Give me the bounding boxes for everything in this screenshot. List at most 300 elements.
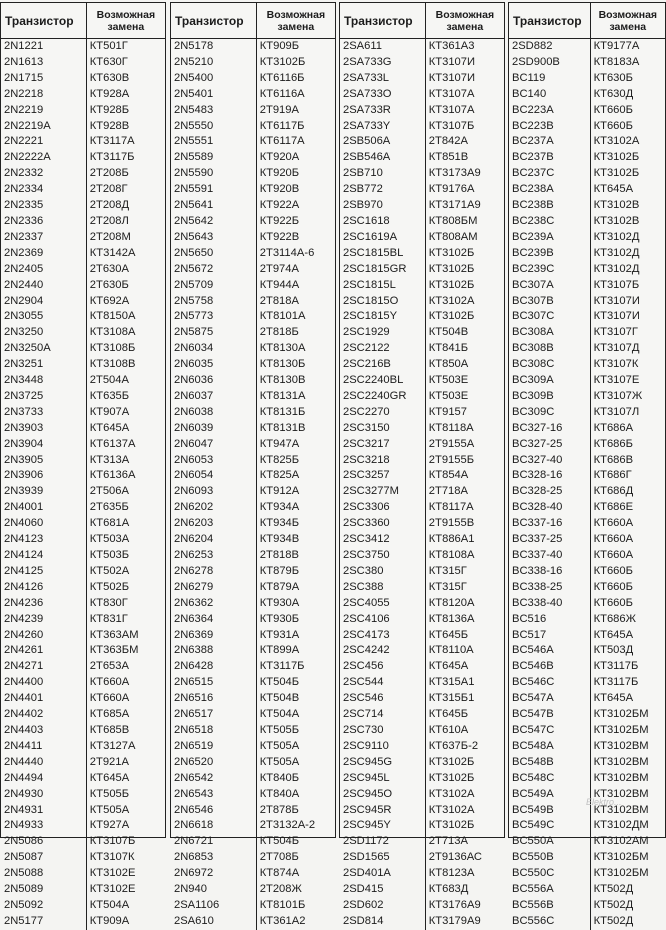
transistor-cell: BC328-40 <box>509 500 590 516</box>
transistor-cell: 2N3906 <box>1 468 86 484</box>
transistor-cell: BC327-40 <box>509 453 590 469</box>
transistor-cell: 2N6202 <box>171 500 256 516</box>
table-row <box>340 803 504 819</box>
transistor-cell: 2N6516 <box>171 691 256 707</box>
transistor-cell: 2SC2122 <box>340 341 425 357</box>
replacement-cell: 2Т506А <box>89 485 129 498</box>
table-block-2 <box>170 2 336 927</box>
transistor-cell: BC309В <box>509 389 590 405</box>
transistor-cell: BC550В <box>509 850 590 866</box>
replacement-cell: КТ660А <box>89 676 130 689</box>
table-row <box>171 516 335 532</box>
transistor-cell: 2N940 <box>171 882 256 898</box>
transistor-cell: 2N6369 <box>171 628 256 644</box>
table-row <box>1 357 165 373</box>
transistor-cell: 2N6543 <box>171 787 256 803</box>
replacement-cell: КТ6117Б <box>259 119 305 132</box>
replacement-cell: КТ8101Б <box>259 898 306 911</box>
table-row <box>509 150 665 166</box>
transistor-cell: BC140 <box>509 87 590 103</box>
replacement-cell: КТ922В <box>259 230 300 243</box>
transistor-cell: 2N4001 <box>1 500 86 516</box>
transistor-cell: 2SC1815L <box>340 278 425 294</box>
replacement-cell: КТ361А3 <box>428 40 475 52</box>
transistor-cell: 2SC544 <box>340 675 425 691</box>
replacement-cell: КТ931А <box>259 628 300 641</box>
table-row <box>1 596 165 612</box>
replacement-cell: КТ645Б <box>428 708 469 721</box>
replacement-cell: КТ3107А <box>428 87 475 100</box>
transistor-cell: 2N2221 <box>1 134 86 150</box>
table-row <box>509 628 665 644</box>
table-row <box>171 421 335 437</box>
table-row <box>509 500 665 516</box>
transistor-cell: 2SC388 <box>340 580 425 596</box>
table-row <box>171 103 335 119</box>
replacement-cell: КТ928А <box>89 87 130 100</box>
table-row <box>1 548 165 564</box>
transistor-cell: 2SD882 <box>509 39 590 55</box>
replacement-cell: КТ930Б <box>259 612 300 625</box>
table-row <box>1 182 165 198</box>
replacement-cell: КТ3102Б <box>593 151 640 164</box>
replacement-cell: КТ503Е <box>428 374 469 387</box>
table-row <box>1 150 165 166</box>
table-row <box>171 373 335 389</box>
transistor-cell: 2N1613 <box>1 55 86 71</box>
transistor-cell: BC549С <box>509 818 590 834</box>
replacement-cell: 2Т713А <box>428 835 468 848</box>
replacement-cell: КТ630Д <box>593 87 634 100</box>
transistor-cell: 2SA733G <box>340 55 425 71</box>
transistor-cell: BC238А <box>509 182 590 198</box>
transistor-cell: BC239А <box>509 230 590 246</box>
replacement-cell: КТ503А <box>89 533 130 546</box>
table-row <box>171 294 335 310</box>
table-row <box>171 182 335 198</box>
transistor-cell: 2N6721 <box>171 834 256 850</box>
transistor-cell: BC307С <box>509 309 590 325</box>
transistor-cell: 2N5089 <box>1 882 86 898</box>
table-body <box>171 39 335 930</box>
table-row <box>509 134 665 150</box>
replacement-cell: 2Т708Б <box>259 851 299 864</box>
transistor-cell: 2SB772 <box>340 182 425 198</box>
transistor-cell: 2SD602 <box>340 898 425 914</box>
replacement-cell: КТ6136А <box>89 469 136 482</box>
transistor-cell: 2N6546 <box>171 803 256 819</box>
table-row <box>340 914 504 930</box>
table-row <box>171 55 335 71</box>
replacement-cell: КТ502Д <box>593 914 634 927</box>
replacement-table <box>509 3 665 930</box>
table-row <box>340 405 504 421</box>
table-row <box>1 675 165 691</box>
replacement-cell: КТ686Ж <box>593 612 636 625</box>
replacement-cell: КТ3107И <box>428 55 476 68</box>
transistor-cell: BC328-16 <box>509 468 590 484</box>
replacement-cell: КТ840Б <box>259 771 300 784</box>
table-row <box>171 214 335 230</box>
replacement-cell: 2Т3114А-6 <box>259 246 315 259</box>
table-row <box>1 262 165 278</box>
replacement-cell: КТ637Б-2 <box>428 739 479 752</box>
table-row <box>171 500 335 516</box>
table-row <box>1 246 165 262</box>
replacement-cell: КТ934Б <box>259 517 300 530</box>
header-transistor: Транзистор <box>1 3 86 39</box>
transistor-cell: 2N2336 <box>1 214 86 230</box>
replacement-cell: КТ660А <box>89 692 130 705</box>
table-row <box>1 405 165 421</box>
replacement-cell: КТ920А <box>259 151 300 164</box>
table-row <box>1 771 165 787</box>
transistor-cell: BC309А <box>509 373 590 389</box>
replacement-cell: 2Т630А <box>89 262 129 275</box>
replacement-cell: 2Т818А <box>259 294 299 307</box>
replacement-cell: КТ934В <box>259 533 300 546</box>
table-row <box>509 373 665 389</box>
transistor-cell: 2SC456 <box>340 659 425 675</box>
replacement-cell: КТ3107И <box>593 294 640 307</box>
table-row <box>340 771 504 787</box>
transistor-cell: BC550С <box>509 866 590 882</box>
transistor-cell: BC338-40 <box>509 596 590 612</box>
replacement-cell: 2Т842А <box>428 135 468 148</box>
replacement-cell: КТ8130Б <box>259 358 306 371</box>
transistor-cell: 2N2332 <box>1 166 86 182</box>
replacement-cell: КТ3102Д <box>593 246 640 259</box>
replacement-cell: КТ502Д <box>593 883 634 896</box>
replacement-cell: КТ8123А <box>428 867 475 880</box>
transistor-cell: 2N2222А <box>1 150 86 166</box>
replacement-cell: КТ3102БМ <box>593 723 649 736</box>
table-row <box>171 71 335 87</box>
transistor-cell: 2N6517 <box>171 707 256 723</box>
table-row <box>1 691 165 707</box>
header-row <box>509 3 665 39</box>
transistor-cell: BC239В <box>509 246 590 262</box>
table-row <box>171 834 335 850</box>
transistor-cell: 2N3250 <box>1 325 86 341</box>
table-row <box>1 803 165 819</box>
replacement-cell: КТ363АМ <box>89 628 139 641</box>
table-row <box>1 198 165 214</box>
replacement-cell: КТ505Б <box>89 787 130 800</box>
replacement-cell: КТ3102БМ <box>593 708 649 721</box>
transistor-cell: 2N5643 <box>171 230 256 246</box>
table-row <box>509 182 665 198</box>
replacement-cell: КТ645А <box>89 771 130 784</box>
transistor-cell: 2N4126 <box>1 580 86 596</box>
table-row <box>1 818 165 834</box>
table-row <box>509 771 665 787</box>
replacement-cell: КТ502Д <box>593 898 634 911</box>
transistor-cell: 2N5591 <box>171 182 256 198</box>
transistor-cell: 2N1221 <box>1 39 86 55</box>
table-row <box>1 134 165 150</box>
table-row <box>1 898 165 914</box>
transistor-cell: 2N5589 <box>171 150 256 166</box>
table-row <box>340 818 504 834</box>
replacement-cell: КТ3117Б <box>89 151 135 164</box>
replacement-cell: КТ3107Е <box>593 374 640 387</box>
replacement-cell: КТ928В <box>89 119 130 132</box>
table-row <box>171 914 335 930</box>
transistor-cell: 2N6853 <box>171 850 256 866</box>
transistor-cell: 2N4236 <box>1 596 86 612</box>
replacement-cell: КТ927А <box>89 819 130 832</box>
replacement-cell: КТ501Г <box>89 40 128 52</box>
transistor-cell: 2N5401 <box>171 87 256 103</box>
replacement-cell: КТ3102Е <box>89 867 136 880</box>
transistor-cell: 2N6203 <box>171 516 256 532</box>
transistor-cell: 2N4125 <box>1 564 86 580</box>
replacement-cell: КТ504В <box>259 692 300 705</box>
table-row <box>171 341 335 357</box>
table-row <box>340 628 504 644</box>
transistor-cell: 2N3903 <box>1 421 86 437</box>
transistor-cell: 2N4271 <box>1 659 86 675</box>
transistor-cell: BC549А <box>509 787 590 803</box>
table-row <box>171 866 335 882</box>
table-row <box>340 166 504 182</box>
transistor-cell: BC223В <box>509 119 590 135</box>
replacement-cell: КТ3102АМ <box>593 835 649 848</box>
replacement-cell: КТ3108Б <box>89 342 136 355</box>
replacement-cell: КТ630В <box>89 71 130 84</box>
transistor-cell: 2N4060 <box>1 516 86 532</box>
transistor-cell: 2N4261 <box>1 643 86 659</box>
replacement-cell: КТ8110А <box>428 644 474 657</box>
header-row <box>340 3 504 39</box>
transistor-cell: 2SC1815O <box>340 294 425 310</box>
transistor-cell: BC308В <box>509 341 590 357</box>
transistor-cell: 2N2219 <box>1 103 86 119</box>
replacement-cell: КТ9176А <box>428 183 475 196</box>
replacement-cell: КТ503Б <box>89 549 130 561</box>
transistor-cell: 2N2219А <box>1 119 86 135</box>
replacement-cell: КТ3179А9 <box>428 914 481 927</box>
replacement-cell: КТ630Б <box>593 71 633 84</box>
replacement-cell: КТ6137А <box>89 437 136 450</box>
table-row <box>171 723 335 739</box>
table-row <box>509 71 665 87</box>
transistor-cell: 2N3904 <box>1 437 86 453</box>
header-replacement-line2: замена <box>446 20 484 33</box>
table-row <box>340 898 504 914</box>
table-row <box>340 548 504 564</box>
table-row <box>171 850 335 866</box>
transistor-cell: 2N5642 <box>171 214 256 230</box>
replacement-cell: КТ3108А <box>89 326 136 339</box>
table-row <box>509 564 665 580</box>
table-row <box>171 739 335 755</box>
table-row <box>171 166 335 182</box>
transistor-cell: 2N4401 <box>1 691 86 707</box>
table-row <box>171 357 335 373</box>
transistor-cell: 2N2334 <box>1 182 86 198</box>
transistor-cell: BC238В <box>509 198 590 214</box>
replacement-cell: КТ692А <box>89 294 130 307</box>
replacement-cell: 2Т921А <box>89 755 129 768</box>
transistor-cell: 2SC3218 <box>340 453 425 469</box>
transistor-cell: 2SC945Y <box>340 818 425 834</box>
replacement-cell: КТ3173А9 <box>428 167 481 180</box>
transistor-cell: BC307А <box>509 278 590 294</box>
replacement-cell: КТ3107Б <box>89 835 136 848</box>
replacement-cell: КТ681А <box>89 517 130 530</box>
table-row <box>509 914 665 930</box>
table-row <box>1 389 165 405</box>
transistor-cell: BC550А <box>509 834 590 850</box>
transistor-cell: BC547А <box>509 691 590 707</box>
transistor-cell: 2SC730 <box>340 723 425 739</box>
replacement-cell: КТ3102Д <box>593 230 640 243</box>
transistor-cell: 2N6037 <box>171 389 256 405</box>
table-row <box>340 182 504 198</box>
table-row <box>340 246 504 262</box>
transistor-cell: 2SC2240GR <box>340 389 425 405</box>
replacement-cell: 2Т208Б <box>89 167 129 180</box>
replacement-cell: КТ3107К <box>593 358 639 371</box>
table-row <box>1 580 165 596</box>
table-row <box>340 325 504 341</box>
header-row <box>1 3 165 39</box>
replacement-cell: КТ3102ВМ <box>593 755 649 768</box>
transistor-cell: 2N3251 <box>1 357 86 373</box>
transistor-cell: 2SC1929 <box>340 325 425 341</box>
table-row <box>340 453 504 469</box>
table-row <box>171 787 335 803</box>
table-row <box>171 405 335 421</box>
transistor-cell: 2SC714 <box>340 707 425 723</box>
replacement-cell: КТ3102ВМ <box>593 771 649 784</box>
table-row <box>509 659 665 675</box>
transistor-cell: 2N5590 <box>171 166 256 182</box>
table-row <box>1 628 165 644</box>
replacement-cell: КТ3117А <box>89 135 135 148</box>
transistor-cell: 2N6047 <box>171 437 256 453</box>
replacement-cell: КТ841Б <box>428 342 469 355</box>
table-row <box>340 564 504 580</box>
table-row <box>1 309 165 325</box>
table-row <box>340 150 504 166</box>
transistor-cell: 2SD814 <box>340 914 425 930</box>
transistor-cell: 2SC1618 <box>340 214 425 230</box>
transistor-cell: 2N6519 <box>171 739 256 755</box>
table-row <box>1 866 165 882</box>
table-row <box>509 723 665 739</box>
table-row <box>340 262 504 278</box>
transistor-cell: 2N5400 <box>171 71 256 87</box>
replacement-cell: КТ683Д <box>428 883 469 896</box>
transistor-cell: BC237В <box>509 150 590 166</box>
table-row <box>509 421 665 437</box>
replacement-cell: КТ3127А <box>89 739 136 752</box>
replacement-cell: КТ3102Д <box>593 262 640 275</box>
transistor-cell: BC327-16 <box>509 421 590 437</box>
table-row <box>171 612 335 628</box>
replacement-cell: КТ3102А <box>593 135 640 148</box>
replacement-cell: КТ851В <box>428 151 469 164</box>
header-replacement <box>86 3 165 39</box>
replacement-cell: КТ685В <box>89 723 130 736</box>
transistor-cell: 2N6618 <box>171 818 256 834</box>
replacement-cell: КТ3107И <box>593 310 640 323</box>
replacement-cell: КТ3102Б <box>428 278 475 291</box>
transistor-cell: 2SC3750 <box>340 548 425 564</box>
replacement-cell: КТ686А <box>593 421 634 434</box>
table-row <box>340 739 504 755</box>
table-row <box>509 532 665 548</box>
transistor-cell: 2SA733O <box>340 87 425 103</box>
transistor-cell: 2SC945L <box>340 771 425 787</box>
table-row <box>171 659 335 675</box>
transistor-cell: 2N6034 <box>171 341 256 357</box>
transistor-cell: 2N5210 <box>171 55 256 71</box>
transistor-cell: 2N5773 <box>171 309 256 325</box>
transistor-cell: BC516 <box>509 612 590 628</box>
table-block-4 <box>508 2 666 927</box>
replacement-cell: КТ8131В <box>259 421 306 434</box>
table-row <box>1 659 165 675</box>
table-row <box>171 564 335 580</box>
transistor-cell: 2SC3257 <box>340 468 425 484</box>
table-row <box>340 357 504 373</box>
transistor-cell: 2SC3412 <box>340 532 425 548</box>
replacement-cell: КТ944А <box>259 278 300 291</box>
table-row <box>509 357 665 373</box>
table-row <box>340 580 504 596</box>
table-row <box>509 612 665 628</box>
table-row <box>340 373 504 389</box>
transistor-cell: BC546С <box>509 675 590 691</box>
table-row <box>509 675 665 691</box>
table-row <box>340 87 504 103</box>
transistor-cell: BC548С <box>509 771 590 787</box>
transistor-cell: 2SC9110 <box>340 739 425 755</box>
transistor-cell: 2SC4106 <box>340 612 425 628</box>
transistor-cell: 2N6038 <box>171 405 256 421</box>
replacement-cell: 2Т9155А <box>428 437 475 450</box>
transistor-cell: BC239С <box>509 262 590 278</box>
replacement-cell: КТ831Г <box>89 612 128 625</box>
replacement-cell: КТ3107Б <box>593 278 640 291</box>
table-row <box>1 850 165 866</box>
transistor-cell: 2SD900В <box>509 55 590 71</box>
replacement-cell: 2Т718А <box>428 485 468 498</box>
table-row <box>1 437 165 453</box>
replacement-cell: КТ3107Ж <box>593 389 643 402</box>
table-row <box>340 596 504 612</box>
header-replacement-line2: замена <box>277 20 315 33</box>
transistor-cell: 2SC3277М <box>340 484 425 500</box>
replacement-cell: 2Т974А <box>259 262 299 275</box>
replacement-cell: КТ645А <box>593 628 634 641</box>
table-row <box>509 214 665 230</box>
table-row <box>171 803 335 819</box>
transistor-cell: 2N2337 <box>1 230 86 246</box>
transistor-cell: 2SC1815BL <box>340 246 425 262</box>
replacement-cell: КТ912А <box>259 485 300 498</box>
transistor-cell: BC338-16 <box>509 564 590 580</box>
transistor-cell: BC546В <box>509 659 590 675</box>
replacement-cell: КТ686Д <box>593 485 634 498</box>
transistor-cell: 2N6278 <box>171 564 256 580</box>
replacement-cell: КТ8183А <box>593 55 640 68</box>
transistor-cell: 2SD1172 <box>340 834 425 850</box>
